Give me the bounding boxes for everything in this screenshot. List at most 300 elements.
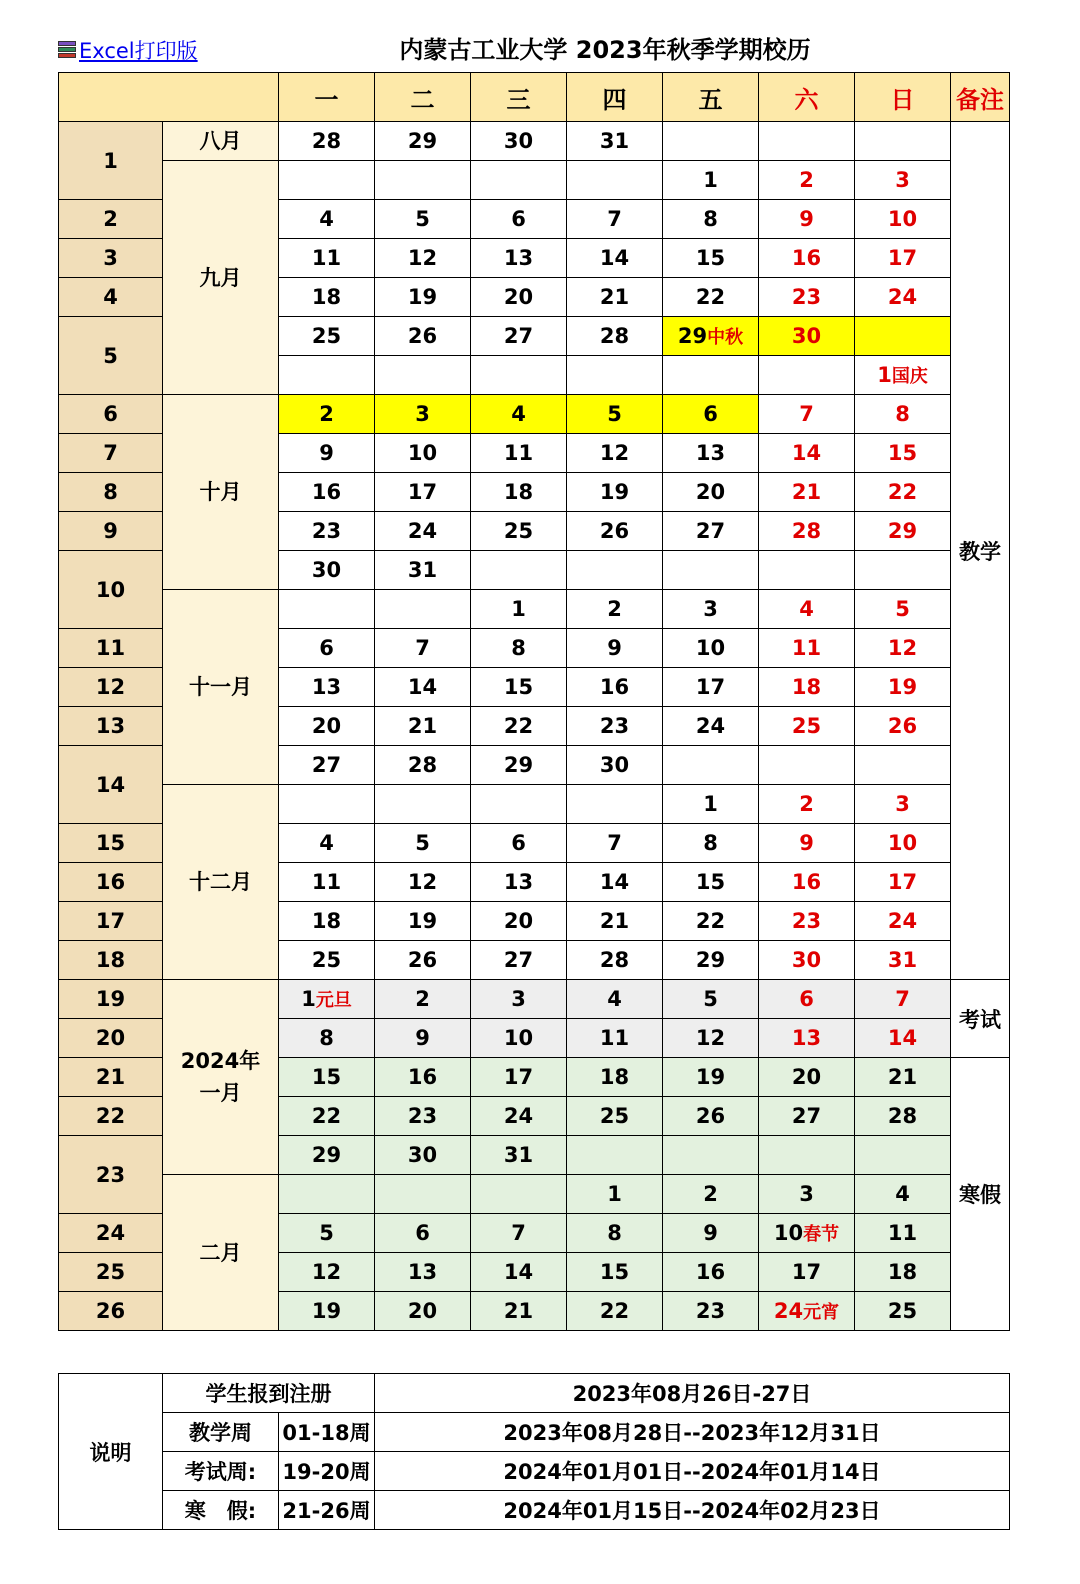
day-cell [279,1136,375,1175]
day-number: 27 [695,519,726,543]
day-cell [567,824,663,863]
month-label [163,395,279,590]
day-cell [567,1292,663,1331]
day-number: 24 [407,519,438,543]
day-cell [663,746,759,785]
day-number: 24 [773,1299,804,1323]
day-number: 8 [703,207,718,231]
day-cell [855,824,951,863]
day-cell [279,122,375,161]
remark-vacation: 寒假 [951,1058,1010,1331]
day-cell [375,824,471,863]
day-cell [663,551,759,590]
day-number: 11 [599,1026,630,1050]
day-number: 7 [895,987,910,1011]
day-number: 1 [877,363,892,387]
day-cell [375,200,471,239]
day-number: 30 [311,558,342,582]
day-number: 2 [415,987,430,1011]
day-cell [567,1253,663,1292]
day-number: 9 [607,636,622,660]
day-cell [567,785,663,824]
day-cell [759,356,855,395]
day-number: 29 [887,519,918,543]
day-number: 27 [503,948,534,972]
day-number: 4 [607,987,622,1011]
day-number: 25 [791,714,822,738]
day-number: 24 [503,1104,534,1128]
weekday-header: 日 [855,73,951,122]
day-cell [567,512,663,551]
day-cell [663,902,759,941]
day-cell [471,356,567,395]
day-cell [471,512,567,551]
day-number: 12 [407,870,438,894]
day-number: 31 [599,129,630,153]
day-cell [567,356,663,395]
month-label-line: 九月 [199,265,242,290]
day-number: 8 [895,402,910,426]
day-cell [567,551,663,590]
day-number: 23 [407,1104,438,1128]
day-number: 9 [415,1026,430,1050]
day-number: 11 [311,246,342,270]
month-label [163,1175,279,1331]
day-number: 25 [503,519,534,543]
day-number: 4 [895,1182,910,1206]
day-number: 22 [503,714,534,738]
day-cell [279,278,375,317]
day-number: 6 [511,831,526,855]
day-cell [375,1175,471,1214]
day-number: 17 [407,480,438,504]
day-cell [759,239,855,278]
day-number: 14 [407,675,438,699]
day-cell [855,1136,951,1175]
day-cell [471,317,567,356]
day-cell [663,707,759,746]
day-cell [567,473,663,512]
week-number: 6 [59,395,163,434]
day-number: 1 [703,168,718,192]
day-cell [567,1097,663,1136]
month-label-line: 一月 [199,1081,242,1105]
day-number: 8 [703,831,718,855]
day-number: 7 [799,402,814,426]
week-number: 7 [59,434,163,473]
day-cell [279,1253,375,1292]
day-cell [759,902,855,941]
day-cell [567,1214,663,1253]
month-label-line: 十二月 [189,870,252,894]
day-number: 25 [311,948,342,972]
week-number: 12 [59,668,163,707]
day-number: 12 [695,1026,726,1050]
day-cell [375,902,471,941]
day-number: 27 [503,324,534,348]
week-number: 4 [59,278,163,317]
day-cell [471,1097,567,1136]
day-cell [567,1175,663,1214]
holiday-tag: 春节 [803,1224,840,1245]
day-cell [663,1136,759,1175]
day-cell [855,941,951,980]
day-number: 21 [791,480,822,504]
day-number: 26 [695,1104,726,1128]
day-number: 16 [311,480,342,504]
day-cell [855,239,951,278]
week-number: 16 [59,863,163,902]
day-cell [855,473,951,512]
day-cell [567,980,663,1019]
day-number: 22 [599,1299,630,1323]
month-label [163,122,279,161]
explanation-weeks: 19-20周 [279,1452,375,1491]
day-number: 26 [887,714,918,738]
day-cell [663,317,759,356]
day-cell [471,239,567,278]
day-number: 28 [599,324,630,348]
day-cell [279,317,375,356]
week-number: 20 [59,1019,163,1058]
day-cell [855,434,951,473]
week-number: 18 [59,941,163,980]
day-cell [663,1019,759,1058]
day-cell [855,122,951,161]
day-cell [471,902,567,941]
day-number: 13 [503,870,534,894]
excel-link-label[interactable]: Excel打印版 [79,39,198,63]
day-cell [759,161,855,200]
day-number: 23 [311,519,342,543]
day-cell [279,395,375,434]
day-cell [375,1097,471,1136]
day-cell [471,1292,567,1331]
day-number: 17 [503,1065,534,1089]
week-number: 23 [59,1136,163,1214]
day-cell [567,746,663,785]
day-cell [759,434,855,473]
day-number: 22 [887,480,918,504]
calendar-table [58,72,1010,1331]
day-cell [759,122,855,161]
page-title: 内蒙古工业大学 2023年秋季学期校历 [399,36,811,64]
day-number: 20 [695,480,726,504]
day-cell [855,1019,951,1058]
day-cell [471,1214,567,1253]
day-cell [471,590,567,629]
day-number: 25 [599,1104,630,1128]
day-number: 9 [799,207,814,231]
day-cell [471,551,567,590]
day-cell [279,1058,375,1097]
day-number: 18 [311,285,342,309]
day-number: 19 [887,675,918,699]
day-cell [471,1175,567,1214]
weekday-header: 一 [279,73,375,122]
day-cell [663,1253,759,1292]
day-number: 18 [503,480,534,504]
day-number: 23 [695,1299,726,1323]
day-cell [759,278,855,317]
day-number: 8 [319,1026,334,1050]
day-number: 11 [887,1221,918,1245]
week-number: 10 [59,551,163,629]
day-number: 10 [887,207,918,231]
day-cell [759,1097,855,1136]
day-cell [375,941,471,980]
day-cell [663,1292,759,1331]
day-cell [375,980,471,1019]
week-number: 5 [59,317,163,395]
day-number: 21 [599,909,630,933]
excel-print-link[interactable] [58,34,198,66]
day-number: 1 [511,597,526,621]
day-cell [375,1019,471,1058]
day-cell [375,161,471,200]
explanation-row [59,1374,1010,1413]
day-number: 30 [407,1143,438,1167]
day-cell [471,707,567,746]
day-cell [375,395,471,434]
day-cell [567,395,663,434]
explanation-dates: 2024年01月15日--2024年02月23日 [375,1491,1010,1530]
calendar-row [59,590,1010,629]
explanation-table [58,1373,1010,1530]
day-cell [375,863,471,902]
day-number: 29 [695,948,726,972]
day-cell [855,1175,951,1214]
day-cell [279,473,375,512]
calendar-row [59,1175,1010,1214]
day-cell [663,512,759,551]
day-number: 20 [311,714,342,738]
day-cell [279,1175,375,1214]
day-number: 19 [599,480,630,504]
month-label-line: 八月 [199,129,242,153]
weekday-header: 三 [471,73,567,122]
explanation-dates: 2023年08月26日-27日 [375,1374,1010,1413]
day-number: 11 [503,441,534,465]
day-cell [471,824,567,863]
week-number: 13 [59,707,163,746]
explanation-row [59,1452,1010,1491]
day-cell [375,434,471,473]
day-cell [567,902,663,941]
day-number: 25 [887,1299,918,1323]
day-cell [471,395,567,434]
week-number: 9 [59,512,163,551]
day-number: 6 [799,987,814,1011]
day-number: 9 [703,1221,718,1245]
weekday-header: 二 [375,73,471,122]
explanation-dates: 2024年01月01日--2024年01月14日 [375,1452,1010,1491]
holiday-tag: 国庆 [891,366,928,387]
day-number: 6 [511,207,526,231]
day-cell [759,746,855,785]
day-cell [279,824,375,863]
day-cell [471,161,567,200]
day-number: 28 [791,519,822,543]
day-cell [855,512,951,551]
day-cell [759,512,855,551]
day-cell [279,1097,375,1136]
day-cell [375,239,471,278]
day-number: 20 [503,285,534,309]
day-number: 28 [407,753,438,777]
day-number: 20 [791,1065,822,1089]
day-number: 31 [887,948,918,972]
remark-teach: 教学 [951,122,1010,980]
day-cell [855,980,951,1019]
day-cell [759,668,855,707]
day-number: 31 [503,1143,534,1167]
day-cell [855,785,951,824]
month-label [163,980,279,1175]
day-cell [855,746,951,785]
day-number: 19 [407,285,438,309]
day-number: 23 [791,909,822,933]
day-number: 30 [599,753,630,777]
day-number: 18 [791,675,822,699]
weekday-header: 四 [567,73,663,122]
holiday-tag: 元旦 [315,990,352,1011]
day-cell [567,161,663,200]
week-number: 14 [59,746,163,824]
day-cell [471,1019,567,1058]
day-number: 9 [319,441,334,465]
day-cell [663,356,759,395]
day-number: 15 [311,1065,342,1089]
day-cell [663,1214,759,1253]
month-label [163,161,279,395]
day-cell [375,629,471,668]
day-number: 16 [695,1260,726,1284]
day-cell [375,1214,471,1253]
day-number: 13 [791,1026,822,1050]
explanation-item: 考试周: [163,1452,279,1491]
day-cell [663,590,759,629]
day-cell [567,317,663,356]
explanation-row [59,1491,1010,1530]
day-cell [567,278,663,317]
day-cell [855,1253,951,1292]
day-cell [471,746,567,785]
day-number: 14 [599,870,630,894]
day-cell [759,863,855,902]
day-number: 10 [503,1026,534,1050]
day-cell [567,668,663,707]
day-cell [375,356,471,395]
day-cell [471,980,567,1019]
day-cell [663,668,759,707]
week-number: 19 [59,980,163,1019]
week-number: 25 [59,1253,163,1292]
day-number: 2 [607,597,622,621]
day-cell [471,1136,567,1175]
explanation-weeks: 01-18周 [279,1413,375,1452]
day-number: 17 [887,870,918,894]
day-number: 2 [799,168,814,192]
day-number: 12 [887,636,918,660]
day-number: 23 [599,714,630,738]
day-cell [759,629,855,668]
month-label-line: 十月 [199,480,242,504]
day-number: 21 [407,714,438,738]
day-number: 19 [311,1299,342,1323]
day-number: 12 [407,246,438,270]
day-cell [759,785,855,824]
day-number: 3 [895,792,910,816]
day-cell [375,1253,471,1292]
day-cell [663,239,759,278]
calendar-row [59,785,1010,824]
month-label-line: 2024年 [180,1049,261,1073]
day-number: 2 [319,402,334,426]
day-cell [759,707,855,746]
day-cell [375,278,471,317]
day-cell [279,239,375,278]
day-cell [855,863,951,902]
day-number: 10 [695,636,726,660]
day-cell [471,941,567,980]
day-cell [759,980,855,1019]
day-number: 1 [607,1182,622,1206]
day-cell [567,863,663,902]
day-number: 7 [415,636,430,660]
holiday-tag: 中秋 [707,327,744,348]
day-cell [279,707,375,746]
day-cell [855,629,951,668]
month-label [163,590,279,785]
day-number: 21 [887,1065,918,1089]
day-number: 22 [695,909,726,933]
day-cell [855,1214,951,1253]
day-number: 30 [791,324,822,348]
day-number: 16 [791,870,822,894]
day-number: 2 [799,792,814,816]
day-cell [759,1019,855,1058]
day-number: 28 [887,1104,918,1128]
day-number: 13 [695,441,726,465]
day-number: 13 [503,246,534,270]
day-number: 26 [407,948,438,972]
day-cell [663,629,759,668]
week-number: 2 [59,200,163,239]
day-cell [375,746,471,785]
day-cell [855,278,951,317]
day-number: 30 [503,129,534,153]
day-cell [279,863,375,902]
day-number: 14 [791,441,822,465]
day-cell [855,668,951,707]
month-label-line: 十一月 [189,675,252,699]
day-cell [471,629,567,668]
day-cell [855,590,951,629]
day-cell [759,941,855,980]
day-cell [567,707,663,746]
day-number: 13 [407,1260,438,1284]
day-number: 29 [677,324,708,348]
day-number: 25 [311,324,342,348]
day-number: 26 [407,324,438,348]
day-cell [567,941,663,980]
day-cell [375,122,471,161]
day-number: 1 [703,792,718,816]
day-number: 22 [311,1104,342,1128]
day-cell [279,1292,375,1331]
explanation-item: 寒 假: [163,1491,279,1530]
